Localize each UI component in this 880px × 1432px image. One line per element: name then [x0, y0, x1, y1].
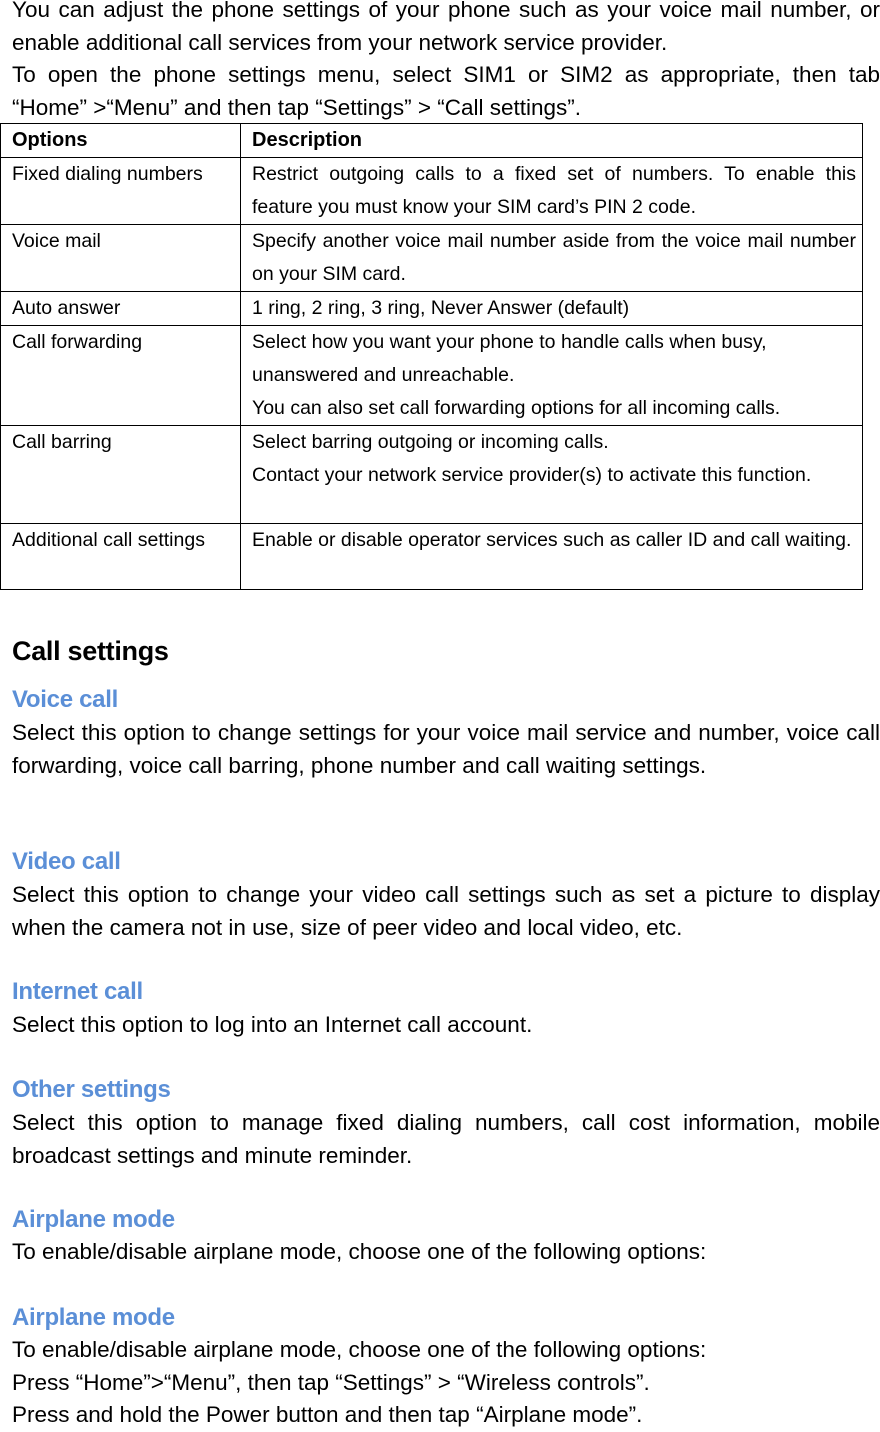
section-text: Select this option to manage fixed dialing numbers, call cost information, mobile broadcast settings and minute reminder. [12, 1110, 880, 1168]
description-cell [241, 158, 863, 225]
description-cell [241, 524, 863, 590]
section-heading: Other settings [12, 1076, 171, 1103]
section-text: Select this option to change your video call settings such as set a picture to display when the camera not in use, size of peer video and local video, etc. [12, 882, 880, 940]
description-cell [241, 225, 863, 292]
option-cell: Fixed dialing numbers [1, 158, 241, 225]
intro-paragraph-2: To open the phone settings menu, select SIM1 or SIM2 as appropriate, then tab “Home” >“Menu” and then tap “Settings” > “Call settings”. [12, 62, 880, 120]
description-text: Select barring outgoing or incoming calls. [252, 431, 609, 453]
section-heading: Voice call [12, 686, 118, 713]
section-text: Select this option to change settings for your voice mail service and number, voice call forwarding, voice call barring, phone number and call waiting settings. [12, 720, 880, 778]
description-text: Select how you want your phone to handle calls when busy, unanswered and unreachable. [252, 331, 767, 386]
description-text: Enable or disable operator services such as caller ID and call waiting. [252, 529, 852, 551]
section-text: Press “Home”>“Menu”, then tap “Settings” > “Wireless controls”. [12, 1370, 650, 1395]
header-options: Options [1, 124, 241, 158]
intro-paragraph-1: You can adjust the phone settings of your phone such as your voice mail number, or enable additional call services from your network service provider. [12, 0, 880, 55]
description-text: 1 ring, 2 ring, 3 ring, Never Answer (default) [252, 297, 630, 319]
section-text: Press and hold the Power button and then tap “Airplane mode”. [12, 1402, 643, 1427]
option-cell: Auto answer [1, 292, 241, 326]
header-description: Description [241, 124, 863, 158]
description-text: You can also set call forwarding options for all incoming calls. [252, 397, 781, 419]
section-text: Select this option to log into an Internet call account. [12, 1012, 533, 1037]
section-text: To enable/disable airplane mode, choose one of the following options: [12, 1239, 707, 1264]
description-cell [241, 292, 863, 326]
description-cell [241, 326, 863, 426]
page-title: Call settings [12, 636, 169, 666]
option-cell: Additional call settings [1, 524, 241, 590]
section-text: To enable/disable airplane mode, choose one of the following options: [12, 1337, 707, 1362]
section-heading: Airplane mode [12, 1304, 175, 1331]
section-heading: Internet call [12, 978, 143, 1005]
options-table [0, 123, 863, 590]
option-cell: Call forwarding [1, 326, 241, 426]
description-text: Specify another voice mail number aside from the voice mail number on your SIM card. [252, 230, 856, 285]
option-cell: Call barring [1, 426, 241, 524]
description-text: Contact your network service provider(s) to activate this function. [252, 464, 812, 486]
section-heading: Airplane mode [12, 1206, 175, 1233]
option-cell: Voice mail [1, 225, 241, 292]
section-heading: Video call [12, 848, 121, 875]
description-cell [241, 426, 863, 524]
description-text: Restrict outgoing calls to a fixed set of numbers. To enable this feature you must know your SIM card’s PIN 2 code. [252, 163, 856, 218]
